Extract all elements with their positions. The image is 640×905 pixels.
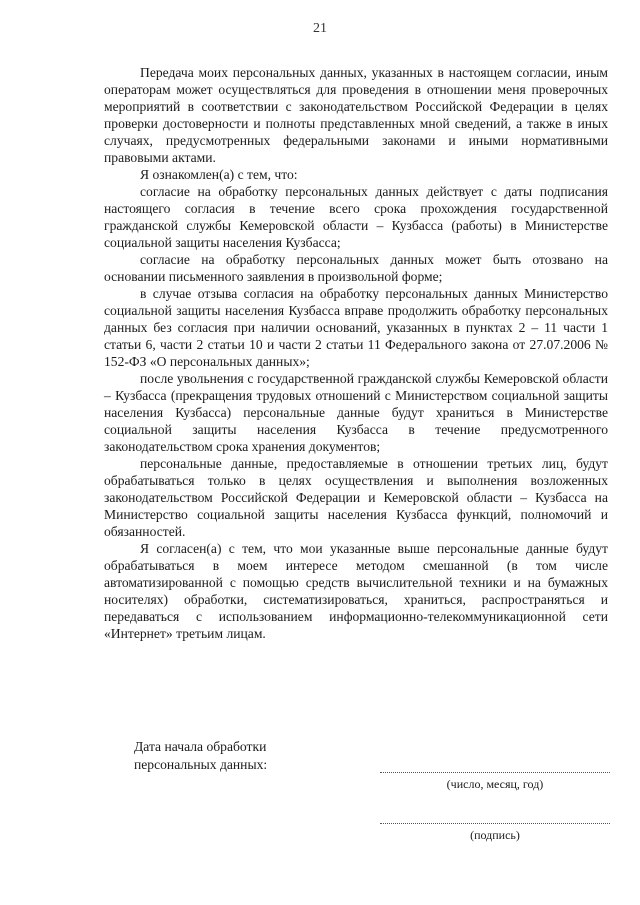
- document-body: [104, 64, 608, 642]
- paragraph: Передача моих персональных данных, указанных в настоящем согласии, иным операторам может осуществляться для проведения в отношении меня проверочных мероприятий в соответствии с законодательством Российской Федерации в целях проверки достоверности и полноты представленных мной сведений, а также в иных случаях, предусмотренных федеральными законами и иными нормативными правовыми актами.: [104, 65, 608, 165]
- paragraph: после увольнения с государственной гражданской службы Кемеровской области – Кузбасса (прекращения трудовых отношений с Министерством социальной защиты населения Кузбасса) персональные данные будут храниться в Министерстве социальной защиты населения Кузбасса в течение предусмотренного законодательством срока хранения документов;: [104, 371, 608, 454]
- date-line[interactable]: [380, 772, 610, 773]
- signature-caption: (подпись): [470, 828, 520, 842]
- page-number: 21: [313, 21, 327, 36]
- paragraph: в случае отзыва согласия на обработку персональных данных Министерство социальной защиты населения Кузбасса вправе продолжить обработку персональных данных без согласия при наличии оснований, указанных в пунктах 2 – 11 части 1 статьи 6, части 2 статьи 10 и части 2 статьи 11 Федерального закона от 27.07.2006 № 152-ФЗ «О персональных данных»;: [104, 286, 608, 369]
- paragraph: согласие на обработку персональных данных может быть отозвано на основании письменного заявления в произвольной форме;: [104, 252, 608, 284]
- paragraph: персональные данные, предоставляемые в отношении третьих лиц, будут обрабатываться только в целях осуществления и выполнения возложенных законодательством Российской Федерации и Кемеровской области – Кузбасса на Министерство социальной защиты населения Кузбасса функций, полномочий и обязанностей.: [104, 456, 608, 539]
- paragraph: Я согласен(а) с тем, что мои указанные выше персональные данные будут обрабатываться в моем интересе методом смешанной (в том числе автоматизированной с помощью средств вычислительной техники и на бумажных носителях) обработки, систематизироваться, храниться, распространяться и передаваться с использованием информационно-телекоммуникационной сети «Интернет» третьим лицам.: [104, 541, 608, 641]
- paragraph: Я ознакомлен(а) с тем, что:: [140, 167, 298, 182]
- signature-block: [104, 738, 608, 878]
- signature-line[interactable]: [380, 823, 610, 824]
- paragraph: согласие на обработку персональных данных действует с даты подписания настоящего согласия в течение всего срока прохождения государственной гражданской службы Кемеровской области – Кузбасса (работы) в Министерстве социальной защиты населения Кузбасса;: [104, 184, 608, 250]
- processing-start-date-label: Дата начала обработки персональных данных:: [134, 739, 268, 772]
- date-caption: (число, месяц, год): [446, 777, 544, 791]
